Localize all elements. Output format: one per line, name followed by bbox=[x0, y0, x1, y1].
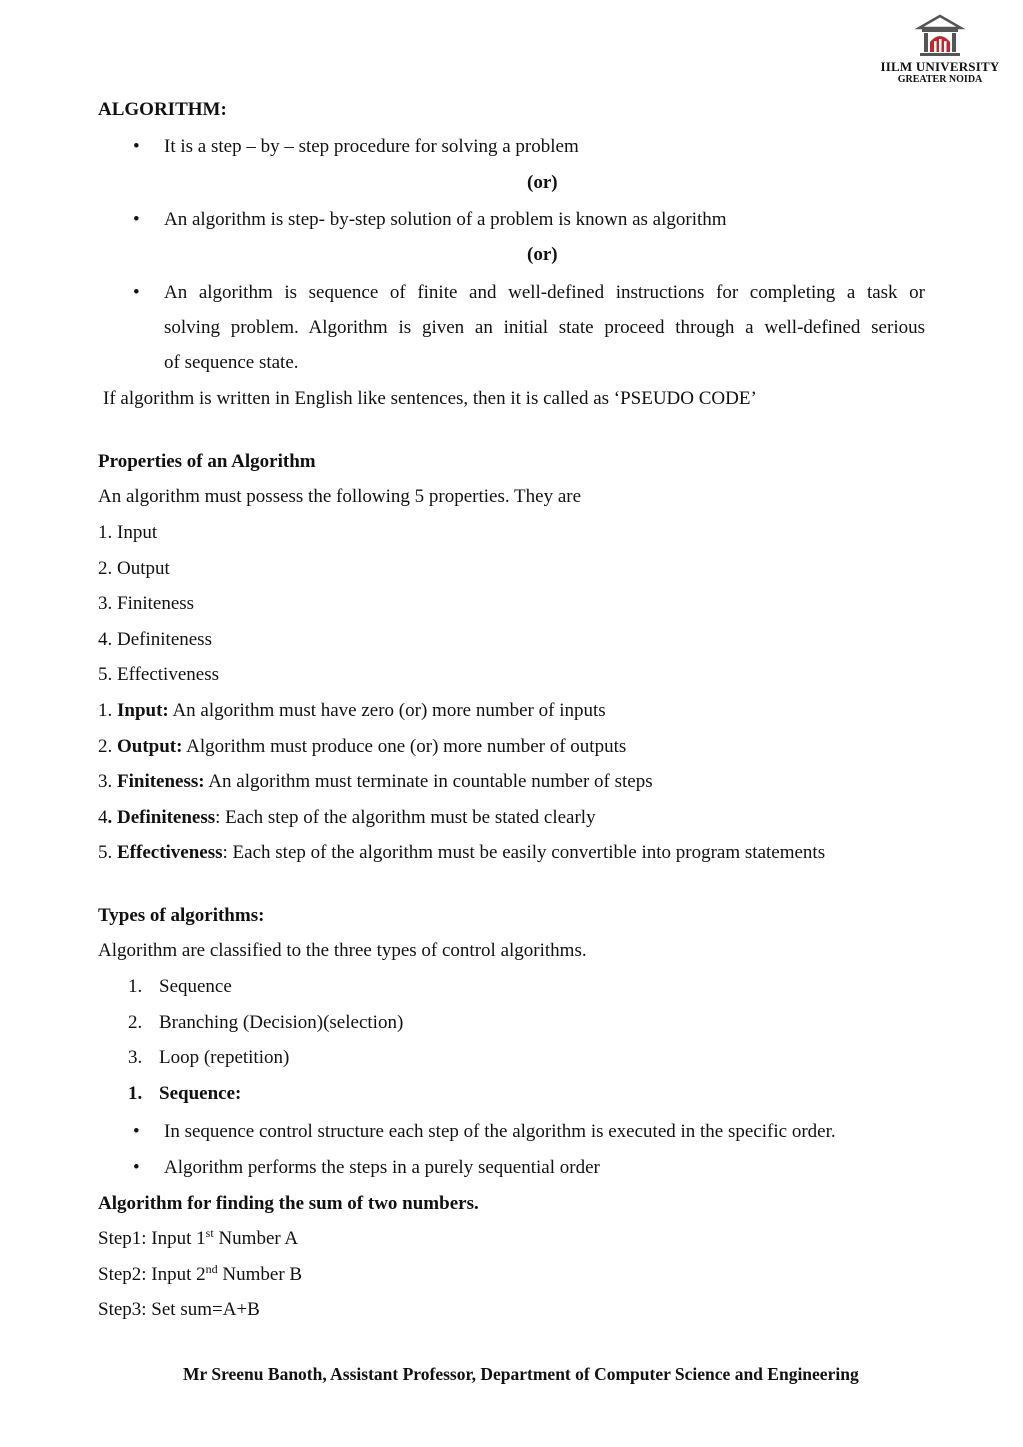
bullet-icon: • bbox=[133, 1121, 140, 1142]
properties-heading: Properties of an Algorithm bbox=[98, 451, 316, 472]
bullet-icon: • bbox=[133, 282, 140, 303]
sequence-bullet-2: Algorithm performs the steps in a purely sequential order bbox=[164, 1157, 600, 1178]
university-logo bbox=[880, 14, 1000, 90]
properties-intro: An algorithm must possess the following 5 properties. They are bbox=[98, 486, 582, 507]
property-description: Algorithm must produce one (or) more number of outputs bbox=[182, 736, 627, 757]
algorithm-definition-3-line-3: of sequence state. bbox=[164, 352, 299, 373]
or-separator: (or) bbox=[527, 172, 558, 193]
logo-location: GREATER NOIDA bbox=[897, 74, 983, 85]
algorithm-heading: ALGORITHM: bbox=[98, 99, 227, 120]
property-term: . Definiteness bbox=[107, 807, 216, 828]
step-1: Step1: Input 1st Number A bbox=[98, 1226, 299, 1249]
building-icon bbox=[915, 14, 965, 58]
property-detail: 2. Output: Algorithm must produce one (or) more number of outputs bbox=[98, 736, 627, 757]
list-number: 2. bbox=[128, 1012, 143, 1033]
property-detail: 3. Finiteness: An algorithm must terminate in countable number of steps bbox=[98, 771, 653, 792]
property-description: An algorithm must terminate in countable number of steps bbox=[204, 771, 653, 792]
property-term: Output: bbox=[117, 736, 183, 757]
pseudo-code-note: If algorithm is written in English like sentences, then it is called as ‘PSEUDO CODE’ bbox=[103, 388, 757, 409]
type-item: Loop (repetition) bbox=[159, 1047, 290, 1068]
property-description: : Each step of the algorithm must be stated clearly bbox=[215, 807, 596, 828]
property-detail: 4. Definiteness: Each step of the algorithm must be stated clearly bbox=[98, 807, 596, 828]
property-term: Input: bbox=[117, 700, 169, 721]
bullet-icon: • bbox=[133, 136, 140, 157]
algorithm-definition-3-line-2: solving problem. Algorithm is given an initial state proceed through a well-defined serious bbox=[164, 317, 925, 338]
type-item: Branching (Decision)(selection) bbox=[159, 1012, 404, 1033]
property-detail: 5. Effectiveness: Each step of the algorithm must be easily convertible into program statements bbox=[98, 842, 826, 863]
property-list-item: 5. Effectiveness bbox=[98, 664, 219, 685]
algorithm-definition-1: It is a step – by – step procedure for solving a problem bbox=[164, 136, 579, 157]
property-description: : Each step of the algorithm must be easily convertible into program statements bbox=[222, 842, 826, 863]
bullet-icon: • bbox=[133, 1157, 140, 1178]
property-term: Effectiveness bbox=[117, 842, 223, 863]
list-number: 1. bbox=[128, 976, 143, 997]
property-list-item: 4. Definiteness bbox=[98, 629, 212, 650]
logo-university-name: IILM UNIVERSITY bbox=[880, 59, 1000, 74]
sum-algorithm-heading: Algorithm for finding the sum of two numbers. bbox=[98, 1193, 479, 1214]
or-separator: (or) bbox=[527, 244, 558, 265]
property-list-item: 3. Finiteness bbox=[98, 593, 195, 614]
list-number: 3. bbox=[128, 1047, 143, 1068]
property-detail: 1. Input: An algorithm must have zero (or) more number of inputs bbox=[98, 700, 606, 721]
types-intro: Algorithm are classified to the three types of control algorithms. bbox=[98, 940, 587, 961]
algorithm-definition-2: An algorithm is step- by-step solution of a problem is known as algorithm bbox=[164, 209, 727, 230]
property-description: An algorithm must have zero (or) more number of inputs bbox=[168, 700, 606, 721]
property-term: Finiteness: bbox=[117, 771, 205, 792]
property-list-item: 2. Output bbox=[98, 558, 170, 579]
step-2: Step2: Input 2nd Number B bbox=[98, 1262, 303, 1285]
sequence-heading: Sequence: bbox=[159, 1083, 242, 1104]
type-item: Sequence bbox=[159, 976, 232, 997]
step-3: Step3: Set sum=A+B bbox=[98, 1299, 260, 1320]
list-number: 1. bbox=[128, 1083, 143, 1104]
types-heading: Types of algorithms: bbox=[98, 905, 265, 926]
property-list-item: 1. Input bbox=[98, 522, 158, 543]
algorithm-definition-3-line-1: An algorithm is sequence of finite and well-defined instructions for completing a task or bbox=[164, 282, 925, 303]
sequence-bullet-1: In sequence control structure each step of the algorithm is executed in the specific order. bbox=[164, 1121, 836, 1142]
page-footer: Mr Sreenu Banoth, Assistant Professor, Department of Computer Science and Engineering bbox=[183, 1364, 859, 1384]
bullet-icon: • bbox=[133, 209, 140, 230]
